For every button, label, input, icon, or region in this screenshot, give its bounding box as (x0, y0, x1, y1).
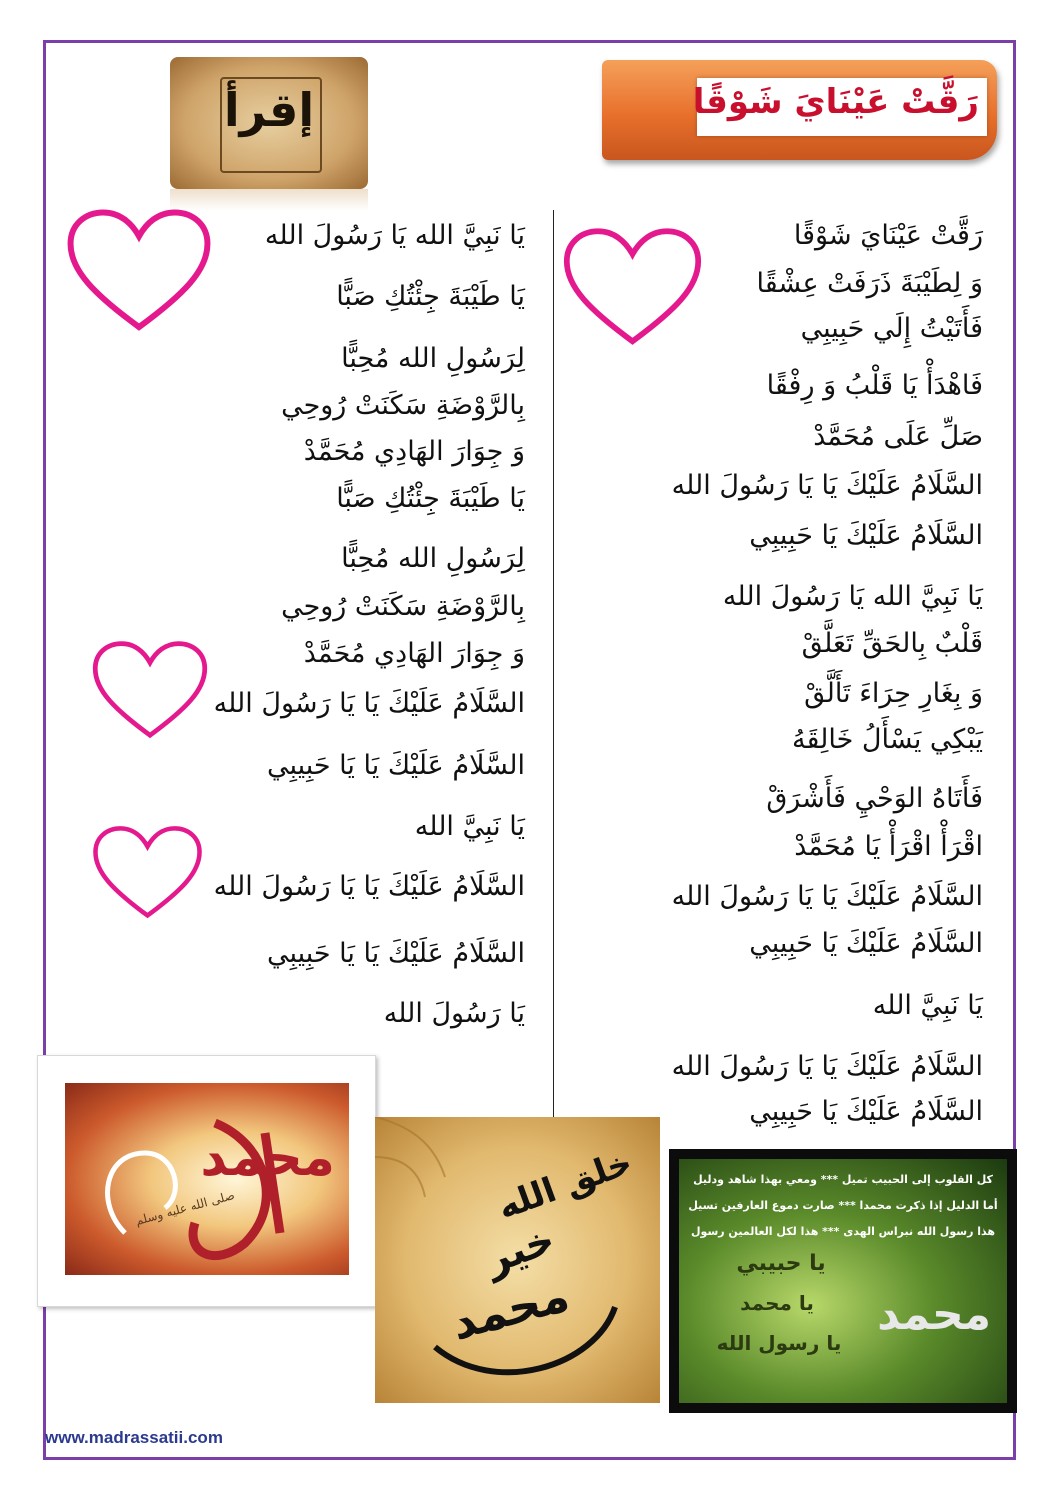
right-verse-line: السَّلَامُ عَلَيْكَ يَا يَا رَسُولَ الله (671, 881, 983, 912)
column-divider (553, 210, 554, 1130)
right-verse-line: قَلْبٌ بِالحَقِّ تَعَلَّقْ (801, 628, 983, 659)
right-verse-line: وَ بِغَارِ حِرَاءَ تَأَلَّقْ (804, 678, 983, 709)
left-verse-line: يَا نَبِيَّ الله (414, 811, 525, 842)
right-verse-line: يَبْكِي يَسْأَلُ خَالِقَهُ (792, 724, 983, 755)
picture-2-line-2: خير (479, 1216, 561, 1284)
right-verse-line: السَّلَامُ عَلَيْكَ يَا يَا رَسُولَ الله (671, 1051, 983, 1082)
title-label (692, 78, 987, 136)
iqra-word: إقرأ (223, 83, 315, 137)
right-verse-line: اقْرَأْ اقْرَأْ يَا مُحَمَّدْ (794, 831, 983, 862)
right-verse-line: يَا نَبِيَّ الله (872, 990, 983, 1021)
left-verse-line: السَّلَامُ عَلَيْكَ يَا يَا حَبِيبِي (266, 938, 525, 969)
picture-3-poem-line: كل القلوب إلى الحبيب تميل *** ومعي بهذا شاهد ودليل (693, 1173, 993, 1186)
right-verse-line: وَ لِطَيْبَةَ ذَرَفَتْ عِشْقًا (756, 268, 983, 299)
left-verse-line: السَّلَامُ عَلَيْكَ يَا يَا حَبِيبِي (266, 750, 525, 781)
right-verse-line: السَّلَامُ عَلَيْكَ يَا حَبِيبِي (749, 928, 983, 959)
left-verse-line: بِالرَّوْضَةِ سَكَنَتْ رُوحِي (281, 591, 525, 622)
left-verse-line: يَا طَيْبَةَ جِئْتُكِ صَبًّا (336, 281, 525, 312)
title-banner (602, 60, 997, 160)
right-verse-line: السَّلَامُ عَلَيْكَ يَا حَبِيبِي (749, 520, 983, 551)
picture-3-word: محمد (877, 1289, 991, 1340)
heart-icon (64, 208, 214, 333)
calligraphy-picture-2 (375, 1117, 660, 1403)
left-verse-line: يَا رَسُولَ الله (383, 998, 525, 1029)
left-verse-line: السَّلَامُ عَلَيْكَ يَا يَا رَسُولَ الله (213, 688, 525, 719)
right-verse-line: فَاهْدَأْ يَا قَلْبُ وَ رِفْقًا (766, 370, 983, 401)
picture-2-line-3: محمد (445, 1267, 575, 1351)
heart-icon (90, 640, 210, 740)
picture-1-background (65, 1083, 349, 1275)
picture-3-word: يا رسول الله (716, 1331, 842, 1355)
right-verse-line: فَأَتَيْتُ إِلَي حَبِيبِي (800, 313, 983, 344)
page-title: رَقَّتْ عَيْنَايَ شَوْقًا (692, 82, 979, 122)
calligraphy-picture-1 (37, 1055, 376, 1307)
right-verse-line: يَا نَبِيَّ الله يَا رَسُولَ الله (722, 581, 983, 612)
picture-3-word: يا حبيبي (736, 1251, 826, 1276)
left-verse-line: وَ جِوَارَ الهَادِي مُحَمَّدْ (303, 436, 525, 467)
right-verse-line: السَّلَامُ عَلَيْكَ يَا يَا رَسُولَ الله (671, 470, 983, 501)
iqra-parchment-image (170, 57, 368, 189)
right-verse-line: صَلِّ عَلَى مُحَمَّدْ (813, 421, 983, 452)
calligraphy-picture-3 (669, 1149, 1017, 1413)
right-verse-line: رَقَّتْ عَيْنَايَ شَوْقًا (793, 220, 983, 251)
picture-2-line-1: خلق الله (492, 1142, 638, 1228)
right-verse-line: السَّلَامُ عَلَيْكَ يَا حَبِيبِي (749, 1096, 983, 1127)
picture-3-poem-line: هذا رسول الله نبراس الهدى *** هذا لكل العالمين رسول (691, 1225, 995, 1238)
site-watermark: www.madrassatii.com (45, 1428, 223, 1447)
left-verse-line: لِرَسُولِ الله مُحِبًّا (341, 343, 525, 374)
right-verse-line: فَأَتَاهُ الوَحْيِ فَأَشْرَقْ (766, 783, 983, 814)
left-verse-line: يَا نَبِيَّ الله يَا رَسُولَ الله (264, 220, 525, 251)
left-verse-line: لِرَسُولِ الله مُحِبًّا (341, 543, 525, 574)
picture-1-blessing: صلى الله عليه وسلم (133, 1188, 237, 1228)
left-verse-line: بِالرَّوْضَةِ سَكَنَتْ رُوحِي (281, 390, 525, 421)
picture-1-word: محمد (200, 1128, 335, 1188)
picture-3-poem (679, 1167, 1007, 1245)
left-verse-line: وَ جِوَارَ الهَادِي مُحَمَّدْ (303, 638, 525, 669)
heart-icon (560, 227, 705, 347)
left-verse-line: السَّلَامُ عَلَيْكَ يَا يَا رَسُولَ الله (213, 871, 525, 902)
picture-3-word: يا محمد (740, 1291, 814, 1315)
picture-3-poem-line: أما الدليل إذا ذكرت محمدا *** صارت دموع العارفين تسيل (688, 1199, 998, 1212)
left-verse-line: يَا طَيْبَةَ جِئْتُكِ صَبًّا (336, 483, 525, 514)
heart-icon (90, 825, 205, 920)
